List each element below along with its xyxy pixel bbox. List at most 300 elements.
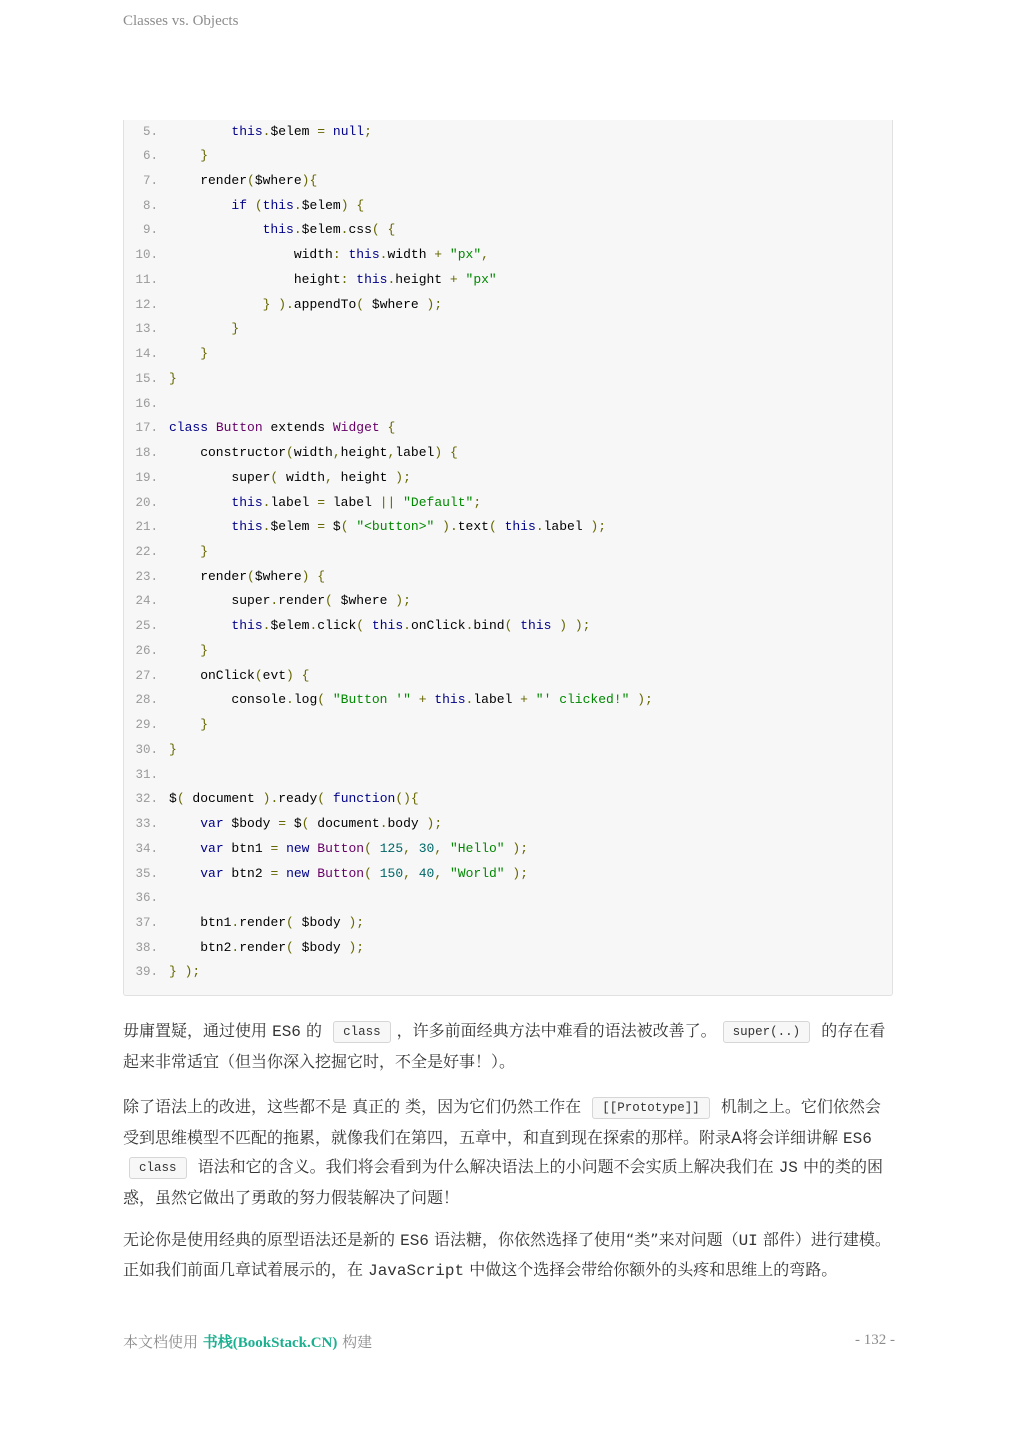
line-number: 5. — [142, 124, 158, 139]
code-token: this — [520, 618, 552, 634]
code-token: { — [356, 197, 365, 213]
code-text — [158, 268, 497, 293]
code-token: $ — [286, 816, 302, 832]
code-text — [158, 491, 481, 516]
code-text — [158, 787, 419, 812]
inline-code-class: class — [129, 1157, 187, 1179]
code-token: . — [387, 271, 396, 287]
code-lines — [124, 120, 892, 985]
code-line — [124, 738, 892, 763]
code-line — [124, 911, 892, 936]
line-number: 33. — [135, 817, 158, 832]
line-number: 20. — [135, 495, 158, 510]
code-line — [124, 565, 892, 590]
code-token: ) — [434, 445, 443, 461]
line-number: 7. — [142, 173, 158, 188]
code-line — [124, 639, 892, 664]
text-run: 中做这个选择会带给你额外的头疼和思维上的弯路。 — [464, 1259, 838, 1279]
code-line — [124, 441, 892, 466]
code-text — [158, 837, 528, 862]
code-text — [158, 565, 325, 590]
line-number: 32. — [135, 792, 158, 807]
code-token: ( — [254, 197, 263, 213]
code-text — [158, 614, 590, 639]
code-token: = — [278, 816, 287, 832]
code-token — [528, 692, 536, 707]
code-token: width — [387, 247, 435, 263]
code-token: $elem — [270, 519, 318, 535]
code-token: "' clicked!" — [535, 692, 630, 708]
code-token: label — [325, 494, 380, 510]
code-token: { — [301, 667, 310, 683]
code-token: ( — [301, 816, 310, 832]
code-token: . — [379, 816, 388, 832]
inline-mono: UI — [738, 1232, 758, 1250]
text-run: 机制之上。它们依然会受到思维模型不匹配的拖累，就像我们在第四，五章中，和直到现在探索的那样。附录A将会详细讲解 — [123, 1097, 881, 1147]
code-line — [124, 688, 892, 713]
code-line — [124, 416, 892, 441]
code-token: ( — [371, 222, 380, 238]
code-token: . — [262, 123, 271, 139]
code-token: this — [231, 618, 263, 634]
code-token — [372, 841, 380, 856]
code-token: $elem — [270, 123, 318, 139]
text-run: 除了语法上的改进，这些都不是 真正的 类，因为它们仍然工作在 — [123, 1097, 587, 1116]
line-number: 35. — [135, 866, 158, 881]
line-number: 19. — [135, 470, 158, 485]
code-line — [124, 936, 892, 961]
code-token: var — [200, 840, 224, 856]
code-text — [158, 960, 200, 985]
text-run: 语法和它的含义。我们将会看到为什么解决语法上的小问题不会实质上解决我们在 — [192, 1157, 779, 1176]
code-line — [124, 466, 892, 491]
line-number: 17. — [135, 421, 158, 436]
code-token: this — [348, 247, 380, 263]
code-token: ); — [395, 469, 411, 485]
line-number: 30. — [135, 742, 158, 757]
line-number: 21. — [135, 520, 158, 535]
code-token: ) — [301, 568, 310, 584]
code-token: height — [332, 469, 396, 485]
code-token: ); — [426, 296, 443, 312]
code-token: . — [465, 692, 474, 708]
code-token: + — [434, 247, 443, 263]
code-text — [158, 144, 208, 169]
code-token: ( — [247, 172, 255, 188]
code-token: var — [200, 865, 224, 881]
line-number: 10. — [135, 248, 158, 263]
code-text — [158, 664, 309, 689]
line-number: 9. — [142, 223, 158, 238]
code-token: $body — [293, 915, 349, 930]
code-token: { — [449, 445, 458, 461]
code-token: . — [379, 247, 388, 263]
code-text — [158, 812, 442, 837]
code-token: width — [293, 445, 333, 461]
inline-mono: JavaScript — [368, 1261, 465, 1280]
code-token: new — [286, 865, 310, 881]
code-line — [124, 317, 892, 342]
code-token: . — [293, 222, 302, 238]
code-token: ( — [286, 939, 294, 955]
code-token — [169, 816, 200, 831]
inline-mono: JS — [778, 1159, 798, 1177]
code-text — [158, 367, 177, 392]
code-token: $where — [332, 593, 396, 609]
code-text — [158, 688, 653, 713]
code-token: + — [449, 271, 458, 287]
line-number: 22. — [135, 544, 158, 559]
inline-mono: ES6 — [843, 1129, 872, 1148]
code-token: ); — [590, 519, 607, 535]
code-token: width — [278, 469, 326, 485]
code-token: = — [317, 494, 326, 510]
code-token: (){ — [395, 791, 419, 807]
code-token: click — [317, 618, 357, 634]
code-token: extends — [262, 420, 333, 436]
code-token: ) — [286, 667, 294, 683]
line-number: 27. — [135, 668, 158, 683]
code-token — [247, 198, 255, 213]
code-token: body — [387, 816, 427, 832]
code-token: , — [325, 469, 333, 485]
code-token — [434, 519, 442, 534]
text-run: 毋庸置疑，通过使用 — [123, 1021, 273, 1040]
text-run: 语法糖，你依然选择了使用“类”来对问题（ — [428, 1230, 739, 1249]
code-token: render — [278, 593, 326, 609]
code-line — [124, 491, 892, 516]
code-token: render — [169, 568, 248, 584]
code-token: . — [309, 618, 318, 634]
code-token: } — [200, 346, 209, 362]
line-number: 13. — [135, 322, 158, 337]
footer-credit — [123, 1331, 372, 1352]
code-line — [124, 268, 892, 293]
code-token: } — [200, 642, 209, 658]
line-number: 36. — [135, 891, 158, 906]
code-text — [158, 342, 208, 367]
code-text — [158, 936, 364, 961]
line-number: 26. — [135, 643, 158, 658]
code-token: ); — [348, 915, 365, 930]
code-token: onClick — [169, 667, 255, 683]
line-number: 29. — [135, 718, 158, 733]
code-token: . — [465, 618, 474, 634]
code-text — [158, 738, 177, 763]
line-number: 14. — [135, 347, 158, 362]
code-line — [124, 120, 892, 145]
code-token: $ — [169, 791, 177, 807]
code-token: , — [403, 840, 411, 856]
code-token: this — [434, 692, 466, 708]
code-token: ). — [262, 791, 279, 807]
code-text — [158, 713, 208, 738]
code-token: render — [169, 172, 248, 188]
inline-code-prototype: [[Prototype]] — [592, 1097, 710, 1119]
code-token — [177, 964, 185, 979]
code-token: + — [520, 692, 528, 708]
code-token — [325, 791, 333, 806]
code-token: . — [231, 939, 240, 955]
code-text — [158, 589, 411, 614]
code-token: Widget — [332, 420, 380, 436]
code-token: = — [270, 865, 279, 881]
code-token: ); — [395, 593, 411, 609]
line-number: 11. — [135, 272, 158, 287]
code-token — [442, 866, 450, 881]
code-text — [158, 515, 606, 540]
code-token: ); — [348, 939, 365, 955]
code-token: bind — [473, 618, 505, 634]
code-token — [169, 346, 200, 361]
footer-brand-link[interactable]: 书栈(BookStack.CN) — [202, 1335, 338, 1351]
footer-prefix: 本文档使用 — [123, 1333, 203, 1351]
code-text — [158, 416, 395, 441]
code-text — [158, 639, 208, 664]
code-token — [442, 247, 450, 262]
code-token — [169, 321, 231, 336]
code-token: } — [200, 717, 209, 733]
code-line — [124, 243, 892, 268]
code-token: . — [286, 692, 294, 708]
code-line — [124, 293, 892, 318]
code-line — [124, 515, 892, 540]
code-token — [411, 841, 419, 856]
line-number: 31. — [135, 767, 158, 782]
code-token — [395, 495, 403, 510]
code-token: btn1 — [223, 840, 271, 856]
code-token: Button — [215, 420, 263, 436]
code-token: "World" — [449, 865, 505, 881]
code-token: "Hello" — [449, 840, 505, 856]
line-number: 39. — [135, 965, 158, 980]
inline-code-super: super(..) — [723, 1021, 811, 1043]
code-token: } — [200, 543, 209, 559]
running-header: Classes vs. Objects — [123, 13, 239, 29]
code-token: , — [387, 445, 396, 461]
code-token: ; — [473, 494, 482, 510]
code-token: 125 — [379, 840, 404, 856]
code-text — [158, 194, 364, 219]
code-token: this — [231, 123, 263, 139]
page-number: - 132 - — [855, 1332, 895, 1348]
code-token: btn2 — [223, 865, 271, 881]
code-token: ); — [574, 618, 591, 634]
line-number: 23. — [135, 569, 158, 584]
code-token: ( — [317, 791, 326, 807]
code-token: console — [169, 692, 287, 708]
code-token: , — [403, 865, 411, 881]
code-token: label — [395, 445, 435, 461]
code-token: function — [332, 791, 396, 807]
code-token — [169, 618, 231, 633]
code-token: height — [340, 445, 388, 461]
text-run: 中的类的困惑，虽然它做出了勇敢的努力假装解决了问题！ — [123, 1157, 883, 1207]
code-token: } — [169, 964, 177, 980]
code-token: this — [371, 618, 404, 634]
line-number: 6. — [142, 149, 158, 164]
code-token: = — [270, 840, 279, 856]
code-token — [278, 866, 286, 881]
code-token: css — [348, 222, 372, 238]
code-token — [169, 495, 231, 510]
line-number: 8. — [142, 198, 158, 213]
line-number: 28. — [135, 693, 158, 708]
code-line — [124, 342, 892, 367]
code-token: var — [200, 816, 224, 832]
code-token: $body — [293, 939, 349, 955]
line-number: 25. — [135, 619, 158, 634]
code-line — [124, 787, 892, 812]
code-token: ){ — [301, 172, 318, 188]
code-token: btn2 — [169, 939, 232, 955]
code-token — [411, 866, 419, 881]
text-run: ，许多前面经典方法中难看的语法被改善了。 — [396, 1021, 717, 1040]
code-token: if — [231, 197, 248, 213]
inline-code-class: class — [333, 1021, 391, 1043]
code-token: } — [231, 321, 240, 337]
code-token — [325, 124, 333, 139]
text-run: 的存在看起来非常适宜（但当你深入挖掘它时，不全是好事！）。 — [123, 1021, 886, 1071]
code-text — [158, 169, 317, 194]
code-token: label — [270, 494, 318, 510]
line-number: 24. — [135, 594, 158, 609]
code-token: = — [317, 519, 326, 535]
line-number: 34. — [135, 841, 158, 856]
code-token: ( — [356, 618, 365, 634]
code-token: , — [434, 840, 443, 856]
code-token: appendTo — [293, 296, 357, 312]
line-number: 15. — [135, 371, 158, 386]
code-token: . — [403, 618, 411, 634]
code-token: Button — [317, 840, 365, 856]
code-line — [124, 713, 892, 738]
code-token: super — [169, 593, 271, 609]
code-token — [208, 420, 216, 435]
code-token: null — [332, 123, 365, 139]
code-line — [124, 960, 892, 985]
code-token — [169, 643, 200, 658]
code-token: this — [356, 271, 388, 287]
code-token: evt — [262, 667, 287, 683]
code-token: ) — [340, 197, 349, 213]
code-token — [278, 841, 286, 856]
code-line — [124, 763, 892, 788]
code-line — [124, 540, 892, 565]
code-token: = — [317, 123, 326, 139]
paragraph-prototype — [123, 1093, 895, 1212]
code-token: $elem — [270, 618, 310, 634]
code-token: } — [262, 296, 271, 312]
code-token: ); — [637, 692, 653, 708]
code-token: "px" — [449, 247, 482, 263]
code-token: ( — [364, 865, 372, 881]
code-token — [458, 272, 466, 287]
code-token — [567, 618, 575, 633]
code-token: . — [340, 222, 349, 238]
code-token: width — [169, 247, 333, 263]
code-token: "<button>" — [356, 519, 435, 535]
code-token: log — [293, 692, 318, 708]
code-line — [124, 589, 892, 614]
code-text — [158, 441, 458, 466]
paragraph-es6-class — [123, 1017, 895, 1076]
code-text — [158, 466, 411, 491]
code-token: this — [504, 519, 536, 535]
code-token: ). — [278, 296, 294, 312]
inline-mono: ES6 — [400, 1232, 429, 1250]
code-token: height — [395, 271, 450, 287]
code-token — [169, 198, 231, 213]
code-token: 40 — [418, 865, 435, 881]
code-text — [158, 243, 489, 268]
code-token: . — [270, 593, 279, 609]
code-token: } — [200, 148, 209, 164]
code-line — [124, 837, 892, 862]
code-token: onClick — [410, 618, 466, 634]
code-token: $ — [325, 519, 341, 535]
code-token: constructor — [169, 445, 287, 461]
code-token: $elem — [301, 222, 341, 238]
code-token — [169, 519, 231, 534]
code-token: $where — [254, 172, 302, 188]
text-run: 无论你是使用经典的原型语法还是新的 — [123, 1230, 401, 1249]
code-token: ready — [278, 791, 318, 807]
code-text — [158, 862, 528, 887]
code-text — [158, 540, 208, 565]
code-line — [124, 812, 892, 837]
code-token: . — [262, 519, 271, 535]
code-token — [372, 866, 380, 881]
text-run: 的 — [300, 1021, 328, 1040]
code-token: . — [262, 494, 271, 510]
code-token: . — [231, 915, 240, 930]
code-line — [124, 862, 892, 887]
code-token: render — [239, 939, 287, 955]
code-token — [411, 692, 419, 707]
code-token: { — [387, 222, 396, 238]
code-token: ( — [488, 519, 497, 535]
code-token: : — [332, 247, 341, 263]
code-token — [169, 222, 263, 237]
code-token: this — [262, 222, 294, 238]
code-line — [124, 144, 892, 169]
code-token: ( — [325, 593, 333, 609]
code-token — [169, 297, 263, 312]
code-token — [325, 692, 333, 707]
code-token: : — [340, 271, 349, 287]
code-line — [124, 664, 892, 689]
code-line — [124, 194, 892, 219]
line-number: 38. — [135, 940, 158, 955]
code-token: , — [434, 865, 443, 881]
code-token: . — [262, 618, 271, 634]
code-token — [442, 445, 450, 460]
code-token: ( — [270, 469, 279, 485]
code-token: new — [286, 840, 310, 856]
code-token: $elem — [301, 197, 341, 213]
code-token: ( — [286, 445, 294, 461]
code-text — [158, 293, 442, 318]
code-line — [124, 392, 892, 417]
line-number: 12. — [135, 297, 158, 312]
code-text — [158, 120, 372, 145]
code-line — [124, 614, 892, 639]
code-token: } — [169, 370, 177, 386]
code-line — [124, 367, 892, 392]
code-token: ( — [364, 840, 372, 856]
code-token: text — [457, 519, 489, 535]
